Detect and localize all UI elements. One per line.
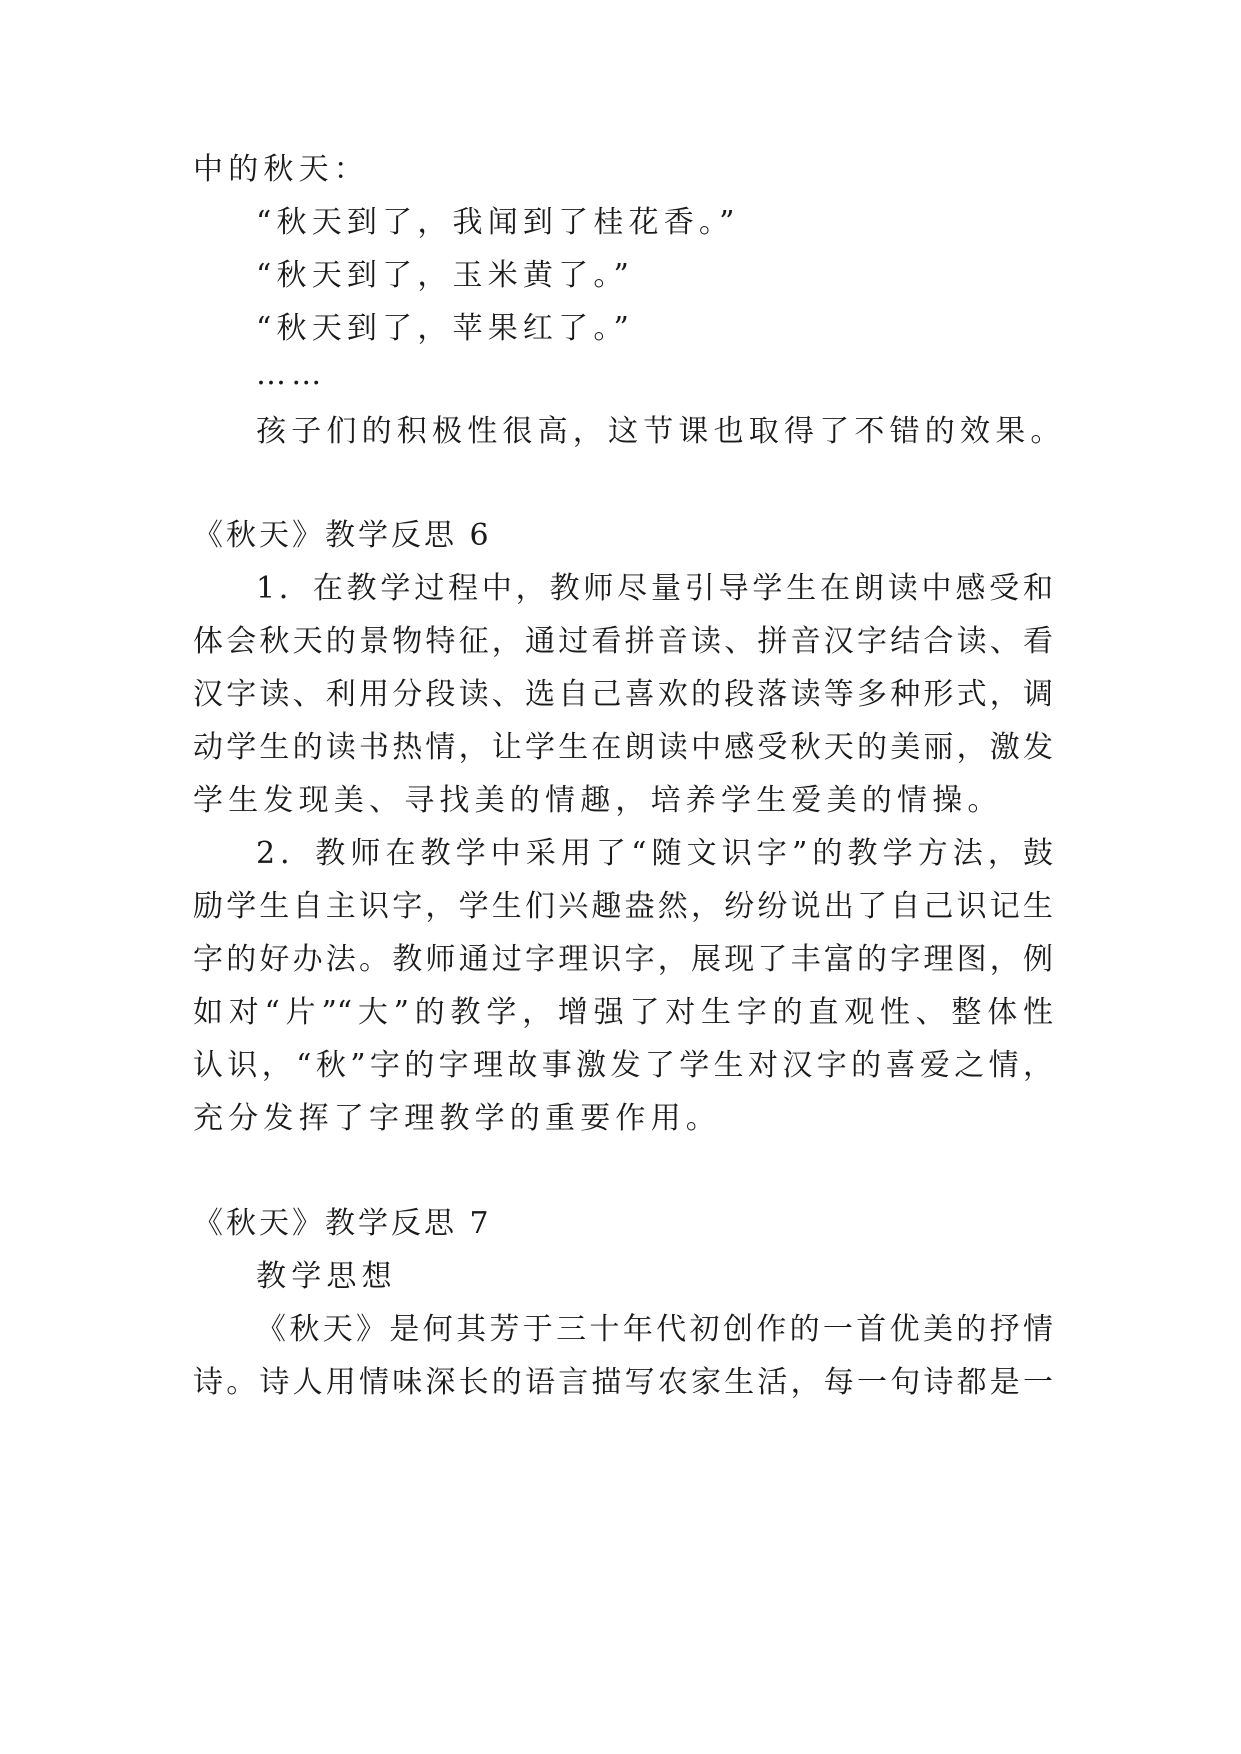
paragraph-line: 1．在教学过程中，教师尽量引导学生在朗读中感受和: [256, 571, 1053, 606]
paragraph-line: 如对“片”“大”的教学，增强了对生字的直观性、整体性: [193, 995, 1053, 1030]
paragraph-line: 《秋天》是何其芳于三十年代初创作的一首优美的抒情: [256, 1312, 1053, 1347]
paragraph-line: 励学生自主识字，学生们兴趣盎然，纷纷说出了自己识记生: [193, 889, 1053, 924]
paragraph-line: 诗。诗人用情味深长的语言描写农家生活，每一句诗都是一: [193, 1365, 1053, 1400]
sub-heading: 教学思想: [256, 1259, 397, 1294]
paragraph-line: 孩子们的积极性很高，这节课也取得了不错的效果。: [256, 414, 1066, 449]
section-heading: 《秋天》教学反思 7: [193, 1206, 492, 1241]
paragraph-line: 动学生的读书热情，让学生在朗读中感受秋天的美丽，激发: [193, 730, 1053, 765]
paragraph-line: 认识，“秋”字的字理故事激发了学生对汉字的喜爱之情，: [193, 1048, 1053, 1083]
paragraph-line: 充分发挥了字理教学的重要作用。: [193, 1101, 721, 1136]
paragraph-line: 中的秋天：: [193, 152, 369, 187]
quote-line: “秋天到了，玉米黄了。”: [256, 258, 635, 293]
ellipsis-line: ……: [256, 357, 327, 392]
quote-line: “秋天到了，我闻到了桂花香。”: [256, 205, 740, 240]
paragraph-line: 2．教师在教学中采用了“随文识字”的教学方法，鼓: [256, 836, 1053, 871]
paragraph-line: 体会秋天的景物特征，通过看拼音读、拼音汉字结合读、看: [193, 624, 1053, 659]
paragraph-line: 汉字读、利用分段读、选自己喜欢的段落读等多种形式，调: [193, 677, 1053, 712]
section-heading: 《秋天》教学反思 6: [193, 518, 492, 553]
quote-line: “秋天到了，苹果红了。”: [256, 311, 635, 346]
paragraph-line: 字的好办法。教师通过字理识字，展现了丰富的字理图，例: [193, 942, 1053, 977]
paragraph-line: 学生发现美、寻找美的情趣，培养学生爱美的情操。: [193, 783, 1003, 818]
